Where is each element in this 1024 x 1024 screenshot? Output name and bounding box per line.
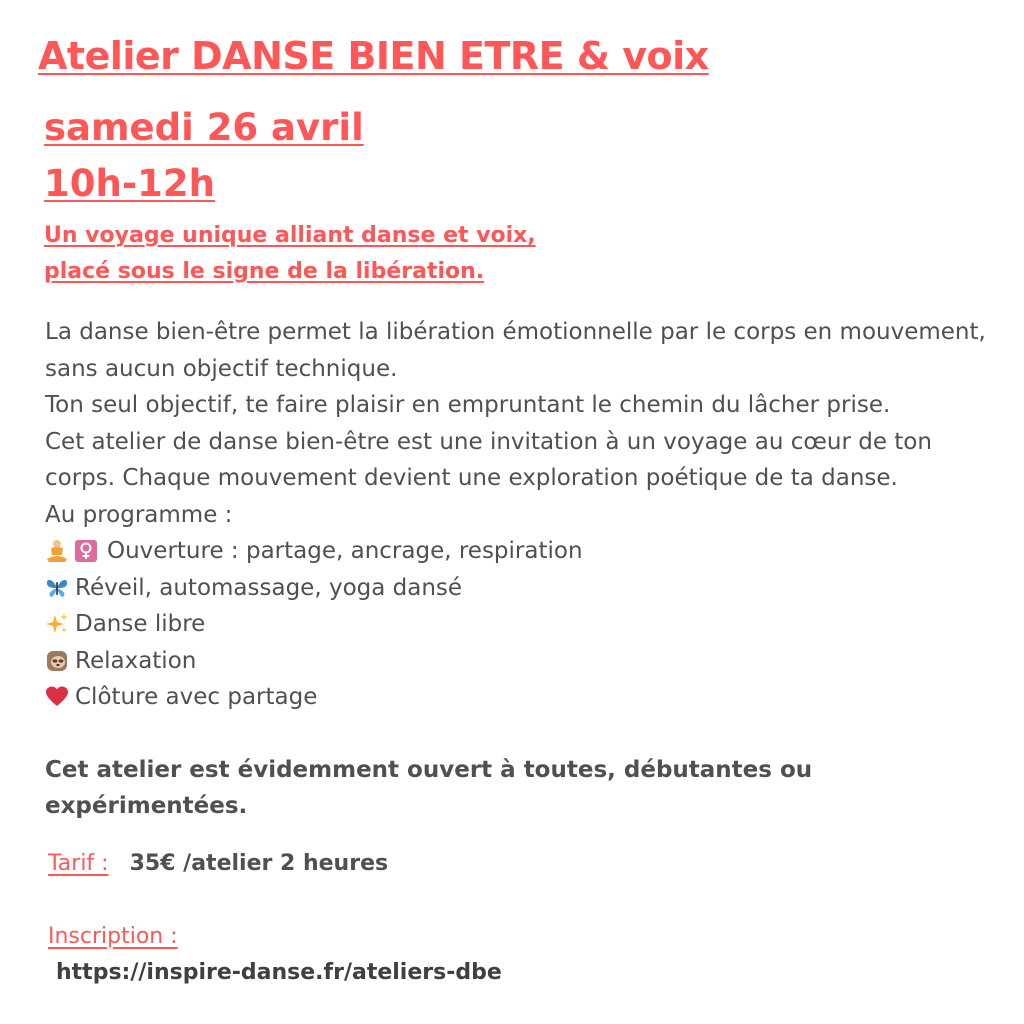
tarif-label: Tarif :	[48, 851, 109, 876]
event-time: 10h-12h	[44, 162, 216, 205]
tagline-line-1: Un voyage unique alliant danse et voix,	[44, 223, 536, 248]
programme-item	[45, 643, 995, 680]
butterfly-icon	[45, 576, 69, 600]
page-title: Atelier DANSE BIEN ETRE & voix	[38, 34, 709, 78]
meditation-female-icon	[45, 539, 101, 563]
programme-item	[45, 679, 995, 716]
tarif-value: 35€ /atelier 2 heures	[129, 851, 389, 876]
sparkles-icon	[45, 612, 69, 636]
sloth-icon	[45, 649, 69, 673]
programme-heading: Au programme :	[45, 501, 233, 528]
programme-item	[45, 606, 995, 643]
programme-item	[45, 533, 995, 570]
description-paragraph-1: La danse bien-être permet la libération émotionnelle par le corps en mouvement, sans aucun objectif technique.	[45, 319, 986, 382]
event-date: samedi 26 avril	[44, 106, 364, 149]
event-date-block	[44, 100, 364, 212]
red-heart-icon	[45, 685, 69, 709]
tagline	[44, 218, 536, 290]
programme-item	[45, 570, 995, 607]
programme-item-text: Relaxation	[75, 647, 197, 674]
description	[45, 314, 995, 716]
inscription-label: Inscription :	[48, 924, 178, 949]
programme-item-text: Réveil, automassage, yoga dansé	[75, 574, 463, 601]
tagline-line-2: placé sous le signe de la libération.	[44, 259, 485, 284]
programme-item-text: Ouverture : partage, ancrage, respiration	[107, 538, 583, 564]
inscription-url: https://inspire-danse.fr/ateliers-dbe	[56, 960, 502, 985]
description-paragraph-2: Ton seul objectif, te faire plaisir en empruntant le chemin du lâcher prise.	[45, 392, 891, 418]
tarif-row	[48, 846, 388, 882]
closing-statement: Cet atelier est évidemment ouvert à toutes, débutantes ou expérimentées.	[45, 757, 813, 819]
programme-item-text: Clôture avec partage	[75, 684, 318, 710]
description-paragraph-3: Cet atelier de danse bien-être est une invitation à un voyage au cœur de ton corps. Chaque mouvement devient une exploration poétique de ta danse.	[45, 428, 932, 491]
programme-item-text: Danse libre	[75, 611, 206, 637]
